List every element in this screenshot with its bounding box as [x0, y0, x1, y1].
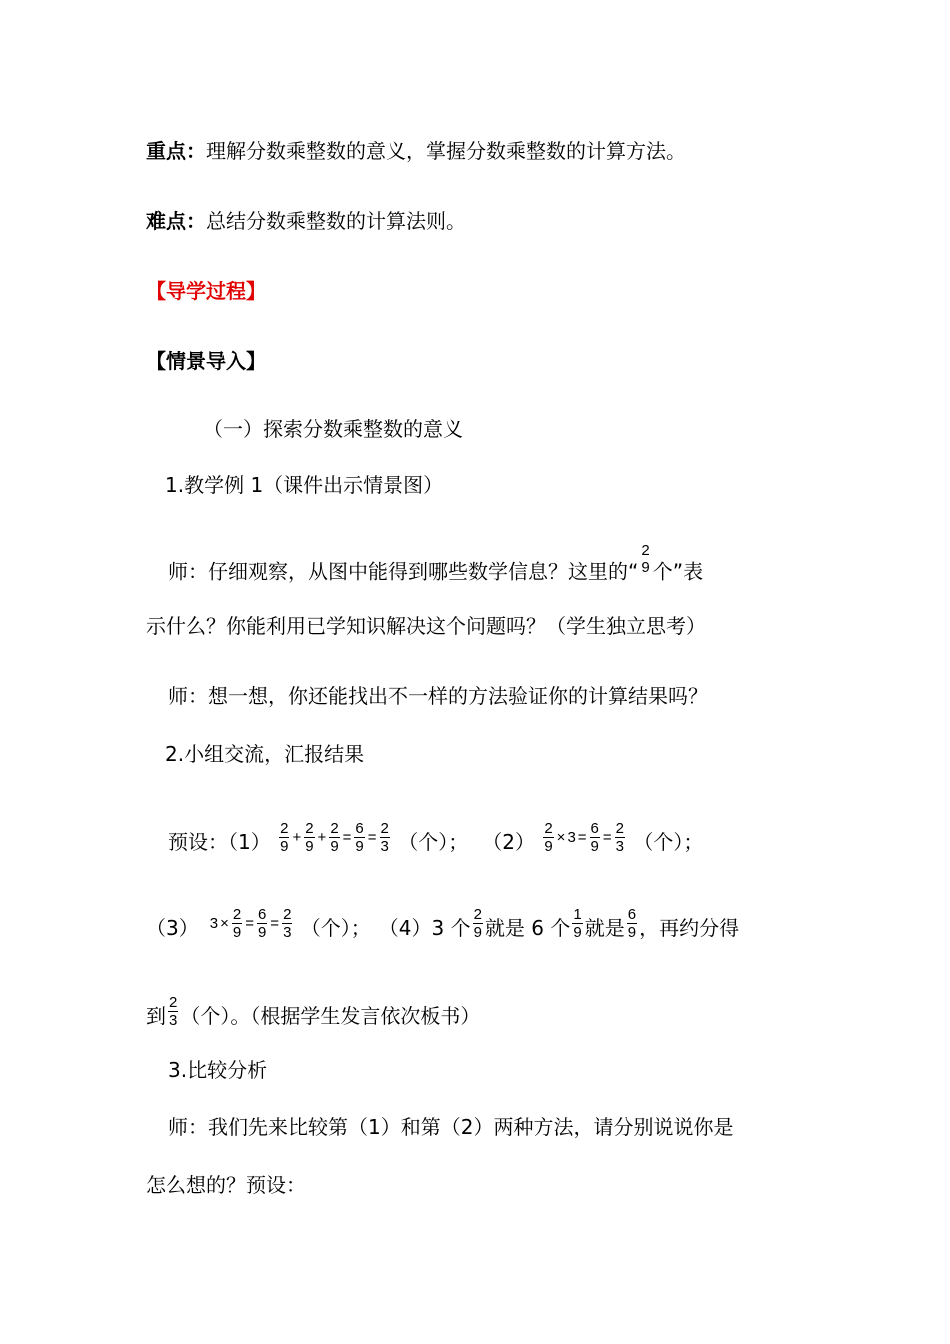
teacher-paragraph-1 — [168, 542, 704, 590]
integer-3: 3 — [209, 914, 219, 932]
method4-text-a: 3 个 — [431, 916, 471, 940]
fraction-2-9: $\frac{2}{9}$ — [232, 906, 242, 941]
fraction-6-9: $\frac{6}{9}$ — [355, 820, 364, 855]
fraction-6-9: $\frac{6}{9}$ — [257, 906, 267, 941]
difficulty — [146, 207, 466, 235]
equals-sign: = — [342, 828, 352, 846]
fraction-2-9 — [640, 542, 650, 576]
fraction-2-9: $\frac{2}{9}$ — [544, 820, 553, 855]
key-point-label: 重点： — [146, 139, 206, 163]
times-sign: × — [556, 828, 566, 846]
equals-sign: = — [602, 828, 612, 846]
fraction-2-3: $\frac{2}{3}$ — [169, 994, 178, 1029]
plus-sign: + — [292, 828, 302, 846]
method2-label: （2） — [482, 830, 535, 854]
key-point-text: 理解分数乘整数的意义，掌握分数乘整数的计算方法。 — [206, 139, 686, 163]
section-title: 【导学过程】 — [146, 279, 266, 303]
equals-sign: = — [367, 828, 377, 846]
method3-unit: （个）； — [300, 916, 371, 940]
teacher3-line2: 怎么想的？预设： — [146, 1173, 306, 1197]
equals-sign: = — [270, 914, 280, 932]
method4-line2-a: 到 — [146, 1004, 166, 1028]
fraction-2-9: $\frac{2}{9}$ — [280, 820, 289, 855]
method3-label: （3） — [146, 916, 199, 940]
fraction-6-9: $\frac{6}{9}$ — [590, 820, 599, 855]
teacher1-text-before: 师：仔细观察，从图中能得到哪些数学信息？这里的“ — [168, 559, 639, 584]
plus-sign: + — [317, 828, 327, 846]
subsection-title: 【情景导入】 — [146, 349, 266, 373]
method4-text-d: ，再约分得 — [639, 916, 740, 940]
method2-unit: （个）； — [633, 830, 704, 854]
fraction-2-9: $\frac{2}{9}$ — [473, 906, 482, 941]
method1-label: （1） — [228, 830, 271, 854]
step2-heading: 2.小组交流，汇报结果 — [165, 742, 365, 766]
step1-heading: 1.教学例 1（课件出示情景图） — [165, 473, 444, 497]
fraction-numerator: 2 — [641, 542, 650, 559]
teacher-paragraph-2: 师：想一想，你还能找出不一样的方法验证你的计算结果吗？ — [168, 684, 708, 708]
fraction-2-9: $\frac{2}{9}$ — [330, 820, 339, 855]
preset-line-1 — [168, 820, 704, 861]
teacher1-line2: 示什么？你能利用已学知识解决这个问题吗？（学生独立思考） — [146, 614, 706, 638]
method4-text-c: 就是 — [584, 916, 625, 940]
equals-sign: = — [245, 914, 254, 932]
method4-line2-b: （个）。（根据学生发言依次板书） — [180, 1004, 481, 1028]
teacher-paragraph-3: 师：我们先来比较第（1）和第（2）两种方法，请分别说说你是 — [168, 1115, 734, 1139]
equals-sign: = — [577, 828, 587, 846]
method1-unit: （个）； — [398, 830, 469, 854]
key-point — [146, 137, 686, 165]
fraction-6-9: $\frac{6}{9}$ — [627, 906, 637, 941]
times-sign: × — [220, 914, 229, 932]
integer-3: 3 — [567, 828, 576, 846]
fraction-1-9: $\frac{1}{9}$ — [573, 906, 582, 941]
fraction-2-3: $\frac{2}{3}$ — [615, 820, 624, 855]
preset-line-3 — [146, 994, 481, 1035]
fraction-2-9: $\frac{2}{9}$ — [305, 820, 314, 855]
preset-line-2 — [146, 906, 740, 947]
fraction-2-3: $\frac{2}{3}$ — [380, 820, 389, 855]
difficulty-text: 总结分数乘整数的计算法则。 — [206, 209, 466, 233]
method4-text-b: 就是 6 个 — [484, 916, 571, 940]
preset-label: 预设： — [168, 830, 228, 854]
fraction-denominator: 9 — [641, 559, 650, 576]
teacher1-text-after: 个”表 — [652, 559, 704, 584]
fraction-2-3: $\frac{2}{3}$ — [283, 906, 292, 941]
step3-heading: 3.比较分析 — [168, 1058, 268, 1082]
difficulty-label: 难点： — [146, 209, 206, 233]
method4-label: （4） — [378, 916, 432, 940]
part1-title: （一）探索分数乘整数的意义 — [203, 417, 463, 441]
